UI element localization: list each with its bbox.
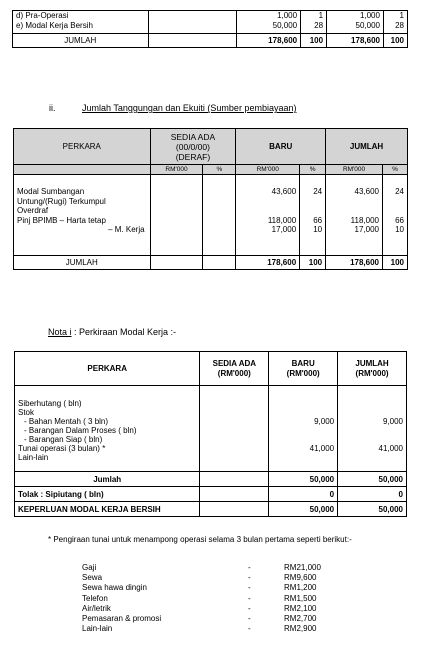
empty-cell (203, 256, 236, 270)
header-baru: BARU (236, 129, 326, 165)
list-item (82, 614, 321, 624)
amount (239, 206, 296, 216)
percent: 10 (395, 225, 404, 234)
jumlah-row (15, 472, 407, 487)
jumlah-label: Jumlah (15, 472, 200, 487)
subheader-pct: % (300, 165, 326, 175)
expense-list (82, 563, 321, 634)
table-row (13, 11, 408, 34)
header-perkara: PERKARA (14, 129, 151, 165)
baru-pct-cell (300, 175, 326, 256)
amount: 50,000 (272, 20, 298, 30)
total-amount: 178,600 (236, 256, 300, 270)
amount: 50,000 (355, 20, 380, 30)
row-label: Modal Sumbangan (17, 187, 85, 196)
keperluan-row (15, 502, 407, 517)
jumlah-pct-cell (382, 175, 407, 256)
row-label-cell (13, 11, 149, 34)
header-perkara: PERKARA (15, 352, 200, 386)
jumlah-total: 50,000 (338, 472, 407, 487)
percent: 28 (395, 20, 404, 30)
empty-cell (14, 165, 151, 175)
keperluan-label: KEPERLUAN MODAL KERJA BERSIH (15, 502, 200, 517)
total-percent: 100 (382, 256, 407, 270)
empty-cell (203, 175, 236, 256)
row-label: Overdraf (17, 206, 49, 215)
header-text: (00/0/00) (175, 141, 210, 152)
row-label: – M. Kerja (108, 225, 145, 234)
amount: 43,600 (271, 187, 297, 196)
percent: 66 (395, 215, 404, 225)
percent (303, 206, 322, 216)
list-item (82, 594, 321, 604)
header-text: (RM'000) (286, 368, 320, 378)
header-jumlah (338, 352, 407, 386)
amount: 9,000 (314, 417, 335, 426)
header-text: (DERAF) (175, 151, 211, 162)
amount (329, 197, 379, 207)
list-item (82, 624, 321, 634)
row-label: Lain-lain (18, 453, 49, 462)
expense-dash: - (248, 624, 251, 634)
baru-rm-cell (236, 175, 300, 256)
empty-cell (150, 175, 203, 256)
header-sedia-ada (200, 352, 269, 386)
row-label: - Barangan Siap ( bln) (24, 435, 103, 444)
total-percent: 100 (301, 34, 327, 48)
subheader-pct: % (203, 165, 236, 175)
amount-cell (327, 11, 384, 34)
amount (272, 426, 334, 435)
table-body-row (15, 386, 407, 472)
amount: 17,000 (354, 225, 379, 234)
percent (303, 197, 322, 207)
total-percent: 100 (300, 256, 326, 270)
empty-cell (200, 472, 269, 487)
expense-dash: - (248, 563, 251, 572)
table-subheader-row (14, 165, 408, 175)
amount (272, 408, 334, 417)
percent (386, 197, 404, 207)
expense-amount: RM9,600 (284, 573, 317, 583)
empty-cell (148, 34, 237, 48)
amount (341, 435, 403, 444)
total-percent: 100 (383, 34, 407, 48)
expense-dash: - (248, 603, 251, 613)
amount-cell (237, 11, 301, 34)
row-label: Tunai operasi (3 bulan) * (18, 444, 106, 453)
expense-name: Sewa hawa dingin (82, 583, 147, 593)
tolak-baru: 0 (269, 487, 338, 502)
header-jumlah: JUMLAH (326, 129, 408, 165)
header-text: SEDIA ADA (170, 131, 216, 142)
liabilities-equity-table (13, 128, 408, 270)
expense-name: Gaji (82, 563, 97, 572)
percent: 1 (399, 11, 404, 20)
expense-name: Air/letrik (82, 603, 111, 613)
tolak-label: Tolak : Sipiutang ( bln) (15, 487, 200, 502)
percent (386, 206, 404, 216)
expense-amount: RM2,900 (284, 624, 317, 634)
amount (272, 435, 334, 444)
list-item (82, 604, 321, 614)
empty-cell (200, 487, 269, 502)
percent: 24 (395, 187, 404, 196)
expense-name: Sewa (82, 573, 103, 583)
row-label: - Barangan Dalam Proses ( bln) (24, 426, 137, 435)
list-item (82, 563, 321, 573)
subheader-rm: RM'000 (150, 165, 203, 175)
amount (341, 426, 403, 435)
total-row (14, 256, 408, 270)
amount (239, 197, 296, 207)
amount (341, 399, 403, 408)
percent: 1 (318, 11, 324, 20)
expense-dash: - (248, 613, 251, 623)
expense-dash: - (248, 583, 251, 593)
header-text: BARU (291, 358, 315, 368)
expense-name: Lain-lain (82, 624, 113, 634)
amount: 1,000 (277, 11, 298, 20)
keperluan-total: 50,000 (338, 502, 407, 517)
empty-cell (200, 502, 269, 517)
baru-cell (269, 386, 338, 472)
percent: 28 (314, 20, 324, 30)
percent: 10 (313, 225, 323, 234)
amount (341, 408, 403, 417)
nota-heading (48, 327, 176, 337)
header-text: (RM'000) (355, 368, 389, 378)
amount: 118,000 (350, 215, 379, 225)
empty-cell (200, 386, 269, 472)
amount (329, 206, 379, 216)
header-text: (RM'000) (217, 368, 251, 378)
percent-cell (301, 11, 327, 34)
total-label: JUMLAH (13, 34, 149, 48)
labels-cell (14, 175, 151, 256)
expense-dash: - (248, 573, 251, 583)
expense-amount: RM21,000 (284, 563, 321, 572)
expense-name: Pemasaran & promosi (82, 613, 162, 623)
empty-cell (150, 256, 203, 270)
header-sedia-ada (150, 129, 236, 165)
expense-dash: - (248, 593, 251, 603)
jumlah-cell (338, 386, 407, 472)
expense-amount: RM1,200 (284, 583, 317, 593)
table-body-row (14, 175, 408, 256)
row-label: Untung/(Rugi) Terkumpul (17, 196, 106, 206)
amount (272, 453, 334, 462)
section-number: ii. (49, 103, 56, 113)
subheader-rm: RM'000 (326, 165, 383, 175)
header-text: SEDIA ADA (212, 358, 257, 368)
subheader-pct: % (382, 165, 407, 175)
row-label: d) Pra-Operasi (16, 11, 69, 20)
row-label: Siberhutang ( bln) (18, 399, 82, 408)
sources-of-funds-table-tail (12, 10, 408, 48)
amount (341, 453, 403, 462)
amount: 118,000 (267, 215, 297, 225)
working-capital-table (14, 351, 407, 517)
total-amount: 178,600 (237, 34, 301, 48)
labels-cell (15, 386, 200, 472)
amount: 41,000 (309, 444, 335, 453)
header-baru (269, 352, 338, 386)
amount: 43,600 (354, 187, 379, 196)
jumlah-baru: 50,000 (269, 472, 338, 487)
total-row (13, 34, 408, 48)
list-item (82, 573, 321, 583)
total-amount: 178,600 (326, 256, 383, 270)
header-text: JUMLAH (355, 358, 389, 368)
tolak-row (15, 487, 407, 502)
keperluan-baru: 50,000 (269, 502, 338, 517)
row-label: e) Modal Kerja Bersih (16, 20, 93, 30)
subheader-rm: RM'000 (236, 165, 300, 175)
tolak-total: 0 (338, 487, 407, 502)
total-amount: 178,600 (327, 34, 384, 48)
row-label: Pinj BPIMB – Harta tetap (17, 215, 106, 225)
expense-amount: RM2,700 (284, 613, 317, 623)
row-label: - Bahan Mentah ( 3 bln) (24, 417, 109, 426)
percent-cell (383, 11, 407, 34)
empty-cell (148, 11, 237, 34)
expense-amount: RM1,500 (284, 593, 317, 603)
section-title: Jumlah Tanggungan dan Ekuiti (Sumber pembiayaan) (82, 103, 297, 113)
nota-label: Nota i (48, 327, 72, 337)
nota-title: : Perkiraan Modal Kerja :- (71, 327, 177, 337)
table-header-row (14, 129, 408, 165)
amount: 1,000 (359, 11, 380, 20)
amount: 17,000 (271, 225, 297, 234)
amount (272, 399, 334, 408)
row-label: Stok (18, 408, 35, 417)
total-label: JUMLAH (14, 256, 151, 270)
expense-amount: RM2,100 (284, 603, 317, 613)
footnote: * Pengiraan tunai untuk menampong operasi selama 3 bulan pertama seperti berikut:- (48, 535, 352, 544)
list-item (82, 583, 321, 593)
amount: 9,000 (382, 417, 403, 426)
table-header-row (15, 352, 407, 386)
jumlah-rm-cell (326, 175, 383, 256)
amount: 41,000 (378, 444, 403, 453)
percent: 66 (313, 215, 323, 225)
expense-name: Telefon (82, 593, 108, 603)
percent: 24 (313, 187, 323, 196)
